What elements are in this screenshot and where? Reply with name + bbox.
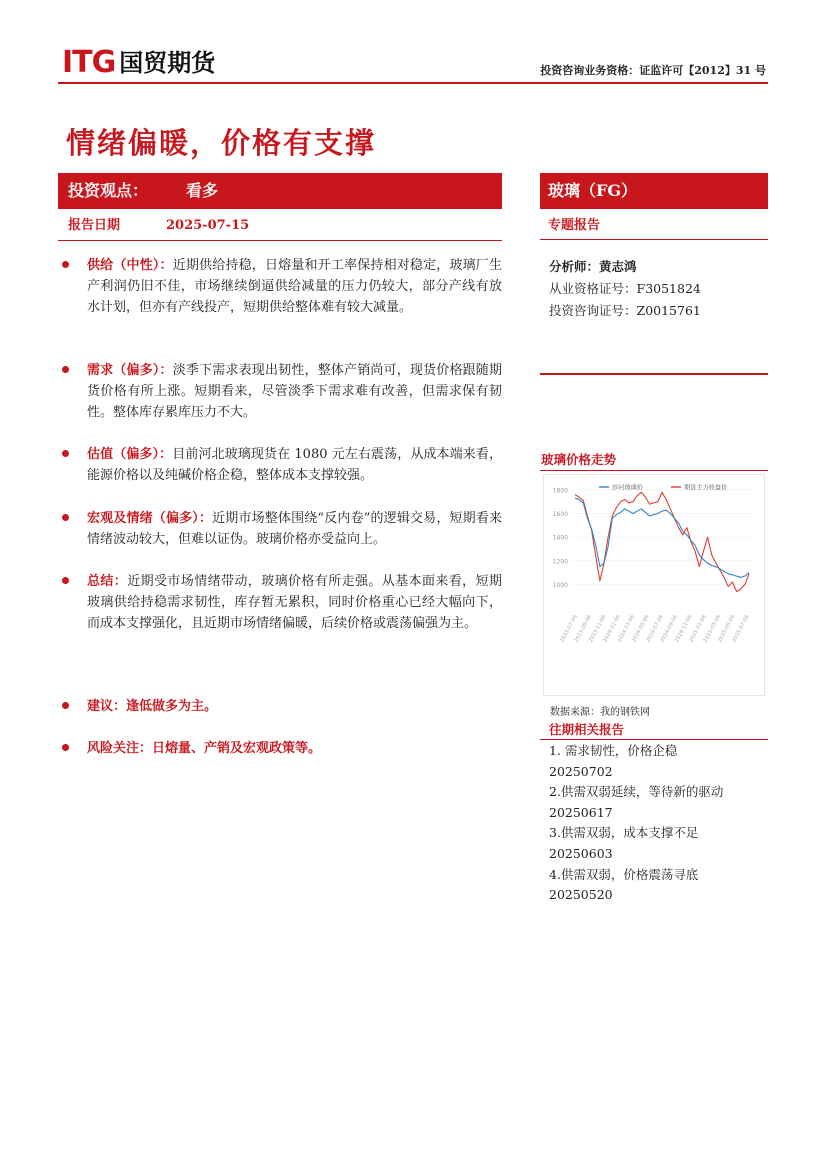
point-text: 近期市场整体围绕“反内卷”的逻辑交易，短期看来情绪波动较大，但难以证伪。玻璃价格亦受益向上。 bbox=[87, 511, 502, 547]
past-report-title[interactable]: 3.供需双弱，成本支撑不足 bbox=[549, 825, 699, 841]
analyst-name: 分析师：黄志鸿 bbox=[549, 259, 637, 274]
logo-cn-text: 国贸期货 bbox=[119, 49, 216, 77]
consult-number: Z0015761 bbox=[636, 303, 701, 318]
x-tick-label: 2024-07-06 bbox=[645, 614, 665, 644]
y-tick-label: 1200 bbox=[552, 558, 568, 566]
chart-rule bbox=[540, 470, 768, 471]
bullet-icon bbox=[62, 261, 69, 268]
price-chart bbox=[543, 474, 765, 696]
x-tick-label: 2023-07-06 bbox=[559, 614, 579, 644]
consult-label: 投资咨询证号： bbox=[549, 303, 637, 318]
y-tick-label: 1600 bbox=[552, 511, 568, 519]
x-tick-label: 2025-03-06 bbox=[702, 614, 723, 644]
legend-label: 期货主力收盘价 bbox=[684, 484, 728, 492]
header-rule bbox=[58, 82, 768, 84]
point-summary bbox=[62, 571, 502, 634]
point-head: 需求（偏多）： bbox=[87, 363, 173, 378]
view-label: 投资观点： bbox=[68, 181, 149, 200]
company-logo bbox=[62, 46, 215, 80]
past-reports-list bbox=[549, 741, 723, 906]
view-value: 看多 bbox=[186, 181, 219, 200]
point-head: 宏观及情绪（偏多）： bbox=[87, 511, 213, 526]
report-date-value: 2025-07-15 bbox=[166, 218, 250, 233]
x-tick-label: 2025-07-06 bbox=[731, 614, 751, 644]
x-tick-label: 2025-05-06 bbox=[716, 614, 737, 644]
past-report-date: 20250603 bbox=[549, 845, 613, 861]
logo-en-text: ITG bbox=[62, 45, 116, 80]
report-type: 专题报告 bbox=[540, 212, 768, 240]
point-text: 目前河北玻璃现货在 1080 元左右震荡，从成本端来看，能源价格以及纯碱价格企稳，整体成本支撑较强。 bbox=[87, 447, 502, 483]
point-macro bbox=[62, 508, 502, 550]
view-bar bbox=[58, 173, 502, 209]
y-tick-label: 1000 bbox=[552, 581, 568, 589]
x-tick-label: 2024-09-06 bbox=[659, 614, 680, 644]
x-tick-label: 2023-09-06 bbox=[573, 614, 594, 644]
bullet-icon bbox=[62, 514, 69, 521]
suggestion bbox=[62, 696, 502, 717]
past-reports-title: 往期相关报告 bbox=[549, 722, 625, 737]
legend-label: 沙河玻璃价 bbox=[612, 484, 643, 492]
past-report-date: 20250520 bbox=[549, 887, 613, 903]
past-report-date: 20250617 bbox=[549, 804, 613, 820]
point-text: 近期供给持稳，日熔量和开工率保持相对稳定，玻璃厂生产利润仍旧不佳，市场继续倒逼供给减量的压力仍较大，部分产线有放水计划，但亦有产线投产，短期供给整体难有较大减量。 bbox=[87, 258, 502, 315]
x-tick-label: 2024-11-06 bbox=[673, 614, 694, 644]
report-date-row bbox=[58, 212, 502, 241]
analyst-rule bbox=[540, 373, 768, 375]
point-demand bbox=[62, 360, 502, 423]
license-text: 投资咨询业务资格：证监许可【2012】31 号 bbox=[540, 64, 766, 77]
risk-text: 风险关注：日熔量、产销及宏观政策等。 bbox=[87, 741, 322, 756]
bullet-icon bbox=[62, 366, 69, 373]
x-tick-label: 2024-05-06 bbox=[630, 614, 651, 644]
past-report-title[interactable]: 2.供需双弱延续，等待新的驱动 bbox=[549, 784, 724, 800]
x-tick-label: 2025-01-06 bbox=[688, 614, 708, 644]
risk bbox=[62, 738, 502, 759]
bullet-icon bbox=[62, 577, 69, 584]
bullet-icon bbox=[62, 744, 69, 751]
y-tick-label: 1800 bbox=[552, 487, 568, 495]
analyst-block bbox=[549, 256, 701, 322]
report-title: 情绪偏暖，价格有支撑 bbox=[66, 126, 377, 160]
chart-frame bbox=[544, 475, 765, 696]
suggestion-text: 建议：逢低做多为主。 bbox=[87, 699, 218, 714]
chart-title: 玻璃价格走势 bbox=[541, 452, 617, 467]
point-supply bbox=[62, 255, 502, 318]
past-report-title[interactable]: 4.供需双弱，价格震荡寻底 bbox=[549, 866, 699, 882]
bullet-icon bbox=[62, 450, 69, 457]
x-tick-label: 2024-03-06 bbox=[616, 614, 637, 644]
point-head: 估值（偏多）： bbox=[87, 447, 173, 462]
cert-number: F3051824 bbox=[636, 281, 701, 296]
point-valuation bbox=[62, 444, 502, 486]
cert-label: 从业资格证号： bbox=[549, 281, 637, 296]
past-report-date: 20250702 bbox=[549, 763, 613, 779]
point-text: 近期受市场情绪带动，玻璃价格有所走强。从基本面来看，短期玻璃供给持稳需求韧性，库存暂无累积，同时价格重心已经大幅向下，而成本支撑强化，且近期市场情绪偏暖，后续价格或震荡偏强为主。 bbox=[87, 574, 502, 631]
point-head: 供给（中性）： bbox=[87, 258, 173, 273]
x-tick-label: 2023-11-06 bbox=[587, 614, 608, 644]
past-report-title[interactable]: 1. 需求韧性，价格企稳 bbox=[549, 743, 678, 758]
point-head: 总结： bbox=[87, 574, 128, 589]
report-date-label: 报告日期 bbox=[68, 218, 121, 233]
point-text: 淡季下需求表现出韧性，整体产销尚可，现货价格跟随期货价格有所上涨。短期看来，尽管淡季下需求难有改善，但需求保有韧性。整体库存累库压力不大。 bbox=[87, 363, 502, 420]
past-reports-rule bbox=[540, 739, 768, 740]
chart-source: 数据来源：我的钢铁网 bbox=[550, 707, 650, 718]
y-tick-label: 1400 bbox=[552, 534, 568, 542]
x-tick-label: 2024-01-06 bbox=[602, 614, 622, 644]
product-bar: 玻璃（FG） bbox=[540, 173, 768, 209]
bullet-icon bbox=[62, 702, 69, 709]
